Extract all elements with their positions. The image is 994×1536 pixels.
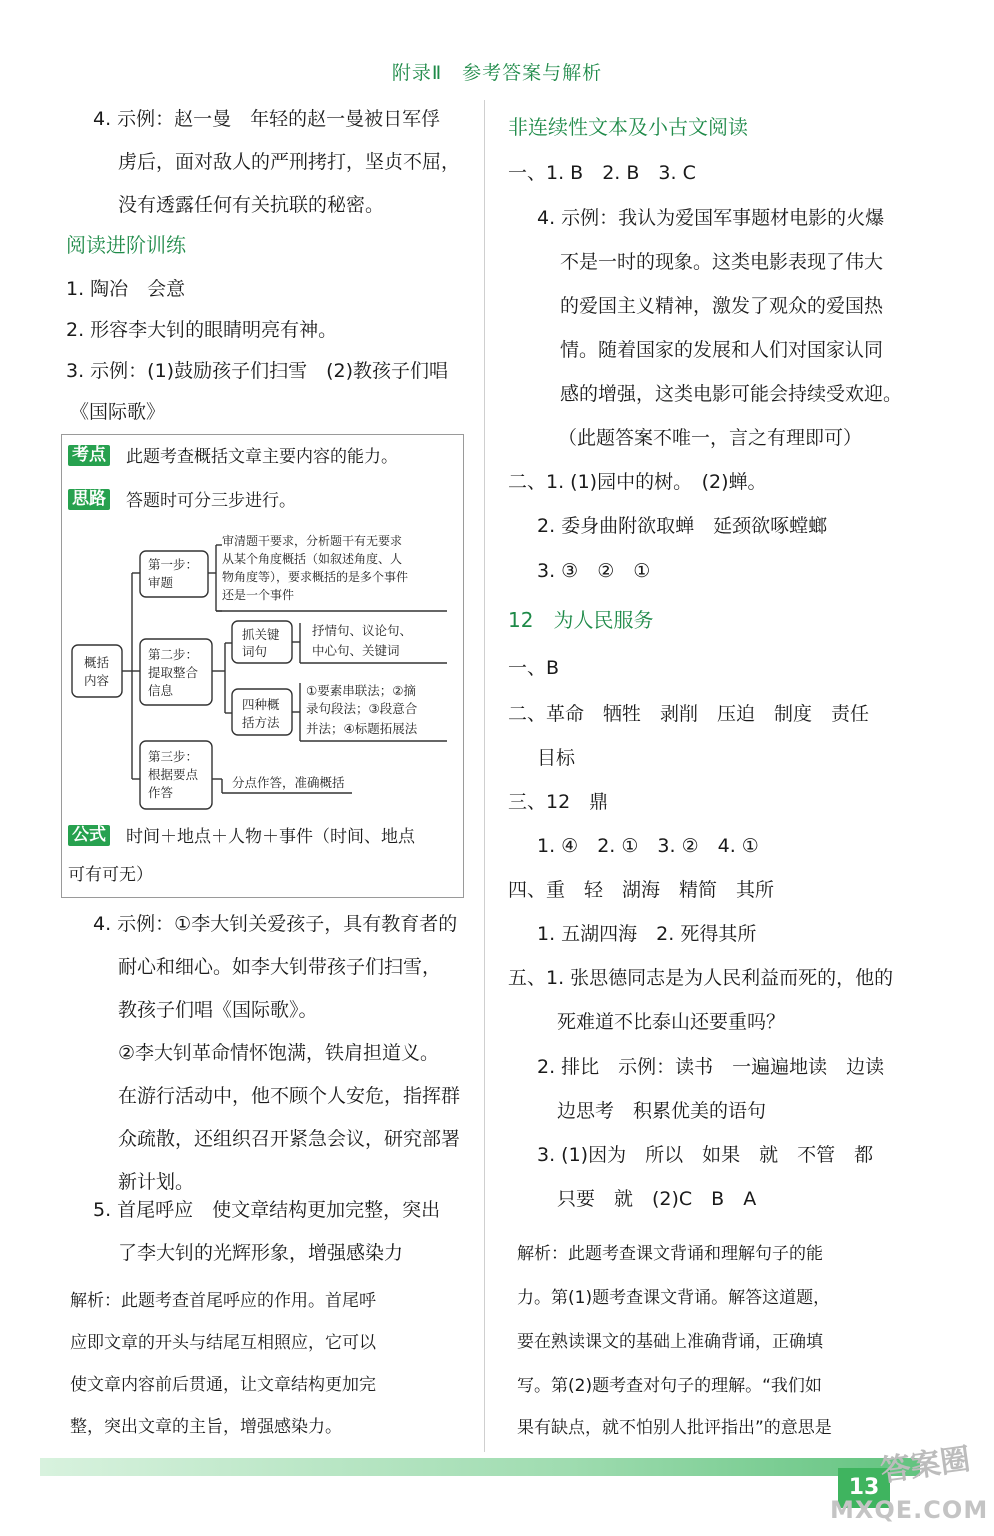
sub2-label-1: 四种概 [242,697,280,712]
right-analysis-1: 解析：此题考查课文背诵和理解句子的能 [517,1244,823,1264]
left-item-3: 3. 示例：(1)鼓励孩子们扫雪 (2)教孩子们唱 [66,360,448,382]
step3-label-1: 第三步： [148,749,199,764]
step1-note-2: 从某个角度概括（如叙述角度、人 [222,552,403,566]
sub1-note-2: 中心句、关键词 [312,643,400,658]
silu-tag: 思路 [68,489,110,510]
sub1-note-1: 抒情句、议论句、 [312,623,413,638]
watermark-logo: 答案圈 [878,1441,973,1490]
silu-text: 答题时可分三步进行。 [126,491,296,511]
diagram-root-box [72,645,122,697]
right-r2-line2: 2. 委身曲附欲取蝉 延颈欲啄螳螂 [537,515,828,537]
step2-label-3: 信息 [148,683,174,698]
summary-flow-diagram [62,523,463,813]
sub1-label-2: 词句 [242,644,268,659]
right-p3-line1: 三、12 鼎 [508,791,609,813]
page-number: 13 [838,1468,890,1508]
left-q4b-line4: ②李大钊革命情怀饱满，铁肩担道义。 [118,1042,440,1064]
gongshi-tag: 公式 [68,825,110,846]
right-r1: 一、1. B 2. B 3. C [508,162,696,184]
step2-label-2: 提取整合 [148,665,199,680]
left-analysis-2: 应即文章的开头与结尾互相照应，它可以 [70,1333,376,1353]
right-p5-line5: 3. (1)因为 所以 如果 就 不管 都 [537,1144,874,1166]
right-r4-line3: 的爱国主义精神，激发了观众的爱国热 [560,295,884,317]
right-r4-line2: 不是一时的现象。这类电影表现了伟大 [560,251,884,273]
right-p5-line6: 只要 就 (2)C B A [557,1188,757,1210]
left-item-1: 1. 陶冶 会意 [66,278,186,300]
right-analysis-4: 写。第(2)题考查对句子的理解。“我们如 [517,1376,822,1396]
left-q4b-line1: 4. 示例：①李大钊关爱孩子，具有教育者的 [93,913,458,935]
left-q4-line2: 虏后，面对敌人的严刑拷打，坚贞不屈， [118,151,461,173]
watermark-url: MXQE.COM [830,1496,989,1524]
sub2-note-1: ①要素串联法；②摘 [306,683,416,698]
right-analysis-3: 要在熟读课文的基础上准确背诵，正确填 [517,1332,823,1352]
diagram-root-label-2: 内容 [84,673,110,688]
left-q5-line1: 5. 首尾呼应 使文章结构更加完整，突出 [93,1199,441,1221]
right-analysis-2: 力。第(1)题考查课文背诵。解答这道题， [517,1288,831,1308]
sub1-label-1: 抓关键 [242,627,280,642]
right-p1: 一、B [508,657,560,679]
right-r2-line1: 二、1. (1)园中的树。 (2)蝉。 [508,471,767,493]
right-r4-line6: （此题答案不唯一，言之有理即可） [558,427,863,449]
right-p2-line2: 目标 [537,747,576,769]
left-q5-line2: 了李大钊的光辉形象，增强感染力 [118,1242,404,1264]
step1-note-1: 审清题干要求，分析题干有无要求 [222,534,403,548]
sub2-note-2: 录句段法；③段意合 [306,701,418,716]
kaodian-text: 此题考查概括文章主要内容的能力。 [126,447,398,467]
step2-label-1: 第二步： [148,647,199,662]
right-p4-line1: 四、重 轻 湖海 精简 其所 [508,879,775,901]
gongshi-text-2: 可有可无） [68,865,153,885]
right-p5-line2: 死难道不比泰山还要重吗？ [557,1011,786,1033]
step3-label-2: 根据要点 [148,767,199,782]
left-q4b-line6: 众疏散，还组织召开紧急会议，研究部署 [118,1128,461,1150]
section-title-noncontinuous: 非连续性文本及小古文阅读 [508,115,748,139]
right-p5-line3: 2. 排比 示例：读书 一遍遍地读 边读 [537,1056,885,1078]
sub2-label-2: 括方法 [242,715,280,730]
gongshi-text-1: 时间＋地点＋人物＋事件（时间、地点 [126,827,415,847]
right-p5-line4: 边思考 积累优美的语句 [557,1100,767,1122]
left-q4-line3: 没有透露任何有关抗联的秘密。 [118,194,385,216]
left-q4b-line3: 教孩子们唱《国际歌》。 [118,999,318,1021]
right-p2-line1: 二、革命 牺牲 剥削 压迫 制度 责任 [508,703,870,725]
left-q4-line1: 4. 示例：赵一曼 年轻的赵一曼被日军俘 [93,108,441,130]
left-item-2: 2. 形容李大钊的眼睛明亮有神。 [66,319,338,341]
right-r4-line1: 4. 示例：我认为爱国军事题材电影的火爆 [537,207,885,229]
step3-label-3: 作答 [148,785,174,800]
sub2-note-3: 并法；④标题拓展法 [306,721,418,736]
left-analysis-4: 整，突出文章的主旨，增强感染力。 [70,1417,342,1437]
right-p3-line2: 1. ④ 2. ① 3. ② 4. ① [537,835,759,857]
right-r4-line4: 情。随着国家的发展和人们对国家认同 [560,339,884,361]
step3-note: 分点作答，准确概括 [232,775,345,790]
step1-label-2: 审题 [148,575,174,590]
step1-label-1: 第一步： [148,557,199,572]
right-p5-line1: 五、1. 张思德同志是为人民利益而死的，他的 [508,967,894,989]
right-analysis-5: 果有缺点，就不怕别人批评指出”的意思是 [517,1418,832,1438]
section-title-reading-training: 阅读进阶训练 [66,233,186,257]
page-header: 附录Ⅱ 参考答案与解析 [391,62,603,84]
footer-band [40,1458,920,1476]
step1-note-4: 还是一个事件 [222,588,295,602]
left-q4b-line2: 耐心和细心。如李大钊带孩子们扫雪， [118,956,442,978]
analysis-box [61,434,464,898]
right-r2-line3: 3. ③ ② ① [537,560,651,582]
left-item-3-cont: 《国际歌》 [70,401,166,423]
diagram-root-label-1: 概括 [84,655,110,670]
right-r4-line5: 感的增强，这类电影可能会持续受欢迎。 [560,383,903,405]
left-q4b-line5: 在游行活动中，他不顾个人安危，指挥群 [118,1085,461,1107]
section-title-serve-people: 12 为人民服务 [508,608,654,632]
right-p4-line2: 1. 五湖四海 2. 死得其所 [537,923,757,945]
left-q4b-line7: 新计划。 [118,1171,195,1193]
left-analysis-3: 使文章内容前后贯通，让文章结构更加完 [70,1375,376,1395]
left-analysis-1: 解析：此题考查首尾呼应的作用。首尾呼 [70,1291,376,1311]
kaodian-tag: 考点 [68,445,110,466]
column-divider [484,100,485,1452]
step1-note-3: 物角度等），要求概括的是多个事件 [222,570,409,584]
